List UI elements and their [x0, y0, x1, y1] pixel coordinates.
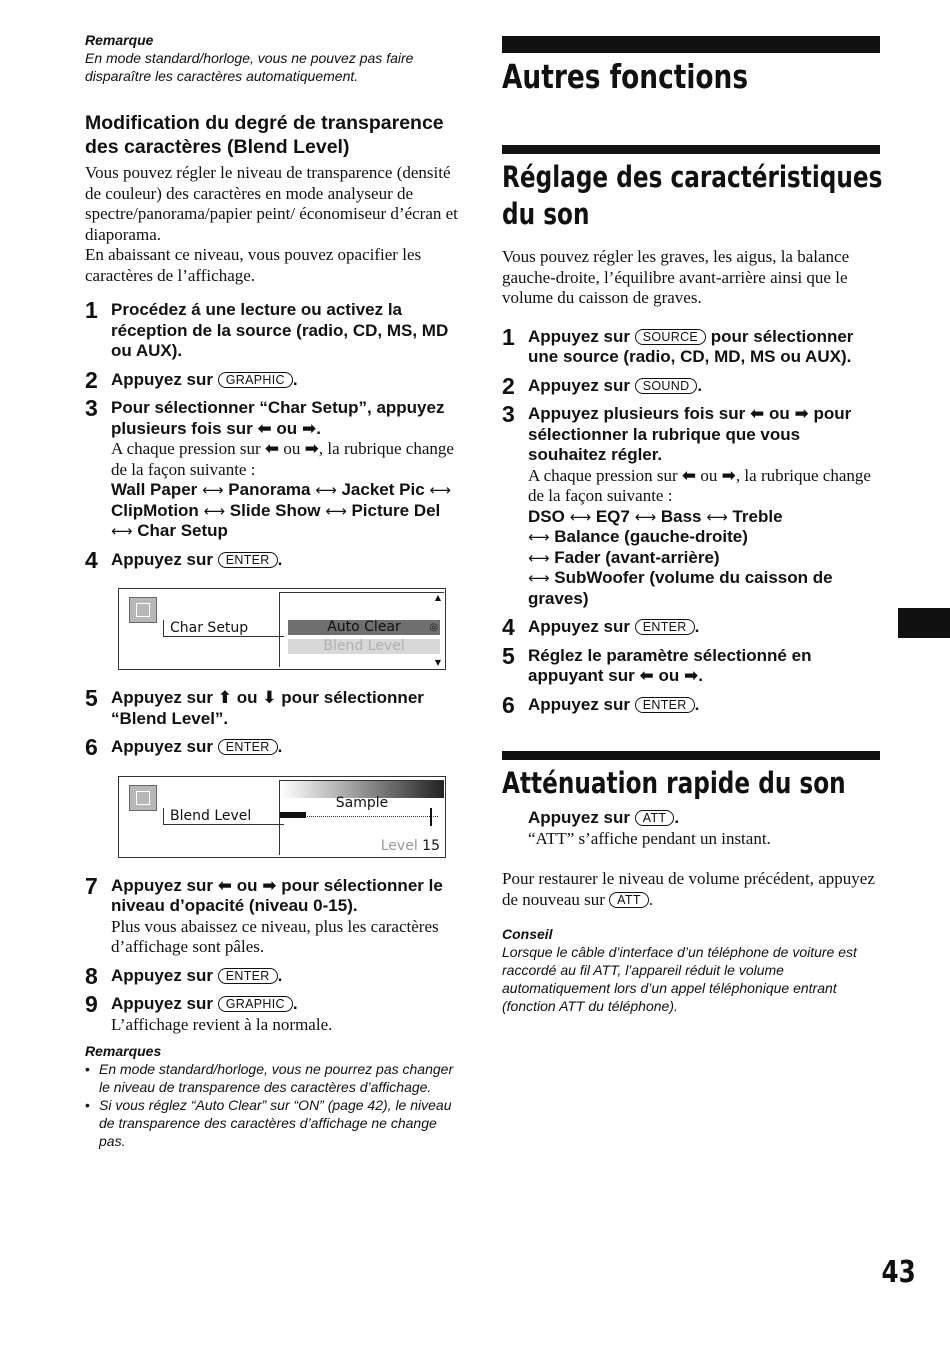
- double-arrow-icon: ⟷: [706, 507, 728, 526]
- seq-item: Wall Paper: [111, 480, 198, 499]
- step-3: [85, 395, 465, 542]
- double-arrow-icon: ⟷: [429, 481, 451, 499]
- step-label: Appuyez plusieurs fois sur: [528, 404, 746, 423]
- seq-item: SubWoofer (volume du caisson de graves): [528, 568, 833, 608]
- step-label-b: pour sélectionner la rubrique que vous souhaitez régler.: [528, 404, 852, 464]
- double-arrow-icon: ⟷: [203, 501, 226, 520]
- level-slider-track: [284, 816, 438, 817]
- step-5: [85, 685, 465, 729]
- subtext-c: , la rubrique change de la façon suivante :: [528, 465, 871, 505]
- intro-text-1: Vous pouvez régler le niveau de transparence (densité de couleur) des caractères en mode analyseur de spectre/panorama/papier peint/ économiseur d’écran et diaporama.: [85, 163, 458, 244]
- chapter-title: Autres fonctions: [502, 57, 749, 96]
- arrow-right-icon: ➡: [262, 875, 277, 896]
- step-number: 4: [85, 546, 98, 573]
- step-or: ou: [658, 666, 680, 685]
- step-or: ou: [276, 418, 298, 438]
- tip-title: Conseil: [502, 926, 553, 942]
- arrow-left-icon: ⬅: [257, 418, 272, 439]
- tip: [502, 926, 880, 1015]
- att-button: ATT: [609, 892, 649, 908]
- step-1: [85, 297, 465, 362]
- double-arrow-icon: ⟷: [528, 548, 550, 567]
- step-3: [502, 401, 880, 609]
- note-item: • En mode standard/horloge, vous ne pourrez pas changer le niveau de transparence des caractères d’affichage.: [85, 1060, 465, 1096]
- seq-item: Char Setup: [137, 521, 228, 540]
- section-title: [502, 159, 883, 233]
- step-text: Appuyez sur ENTER .: [111, 549, 283, 569]
- step-text: Appuyez sur ENTER .: [111, 737, 283, 756]
- seq-item: Panorama: [228, 480, 311, 499]
- seq-item: Fader (avant-arrière): [554, 547, 720, 567]
- subtext-a: A chaque pression sur: [111, 439, 261, 458]
- step-number: 6: [85, 734, 98, 760]
- graphic-button: GRAPHIC: [218, 372, 293, 388]
- level-readout: [381, 838, 440, 854]
- seq-item: Jacket Pic: [341, 480, 425, 499]
- step-label: Appuyez sur: [111, 688, 214, 707]
- step-number: 1: [502, 323, 515, 350]
- item-sequence: [528, 507, 880, 610]
- level-label: Level: [380, 837, 418, 854]
- arrow-right-icon: ➡: [304, 439, 319, 459]
- seq-item: Picture Del: [351, 500, 441, 520]
- step-or: ou: [236, 688, 258, 707]
- arrow-right-icon: ➡: [301, 418, 317, 439]
- sound-button: SOUND: [635, 378, 698, 394]
- display-screen-char-setup: [118, 588, 446, 670]
- step-text: Pour sélectionner “Char Setup”, appuyez plusieurs fois sur ⬅ ou ➡.: [111, 398, 445, 439]
- section-title-line: Réglage des caractéristiques: [502, 160, 883, 194]
- step-subtext: [111, 439, 465, 480]
- enter-button: ENTER: [635, 619, 695, 635]
- step-4: [85, 546, 465, 573]
- right-column: [502, 36, 883, 1015]
- step-7: [85, 872, 465, 958]
- step-number: 3: [502, 401, 515, 427]
- intro-paragraph: [85, 163, 465, 286]
- step-6: [502, 691, 880, 718]
- att-step: [502, 808, 880, 849]
- arrow-left-icon: ⬅: [264, 439, 280, 459]
- step-label: Appuyez sur: [111, 994, 214, 1013]
- enter-button: ENTER: [218, 739, 278, 755]
- section-title-line: du son: [502, 197, 590, 231]
- step-subtext: [528, 466, 880, 507]
- step-text: Appuyez sur SOUND .: [528, 375, 703, 395]
- lcd-option: Blend Level: [288, 639, 440, 654]
- enter-button: ENTER: [218, 968, 278, 984]
- lcd-menu-label: Blend Level: [163, 808, 284, 825]
- arrow-right-icon: ➡: [794, 404, 809, 424]
- step-number: 9: [85, 991, 98, 1017]
- step-text: Appuyez sur GRAPHIC .: [111, 369, 298, 389]
- step-label-b: pour sélectionner une source (radio, CD, MD, MS ou AUX).: [528, 326, 854, 366]
- intro-paragraph: Vous pouvez régler les graves, les aigus, la balance gauche-droite, l’équilibre avant-arrière ainsi que le volume du caisson de graves.: [502, 247, 850, 307]
- tip-text: Lorsque le câble d’interface d’un téléphone de voiture est raccordé au fil ATT, l’appareil réduit le volume automatiquement lors d’un appel téléphonique entrant (fonction ATT du téléphone).: [502, 944, 857, 1014]
- double-arrow-icon: ⟷: [569, 507, 592, 526]
- restore-text: Pour restaurer le niveau de volume précédent, appuyez de nouveau sur: [502, 869, 875, 909]
- step-number: 2: [85, 366, 98, 393]
- step-label: Appuyez sur: [528, 326, 631, 346]
- section-tab-marker: [898, 608, 950, 638]
- double-arrow-icon: ⟷: [202, 481, 224, 499]
- seq-item: Bass: [660, 506, 702, 526]
- seq-item: Treble: [732, 506, 783, 526]
- sample-label: Sample: [335, 794, 389, 811]
- step-text: [528, 404, 880, 466]
- step-number: 6: [502, 691, 515, 718]
- enter-button: ENTER: [635, 697, 695, 713]
- step-label: Appuyez sur: [111, 549, 214, 569]
- note-title: Remarque: [85, 32, 154, 48]
- arrow-down-icon: ⬇: [262, 688, 277, 708]
- step-text: Procédez á une lecture ou activez la réception de la source (radio, CD, MS, MD ou AUX).: [111, 300, 449, 360]
- step-text: [528, 327, 880, 368]
- arrow-left-icon: ⬅: [639, 666, 654, 686]
- subtext-b: ou: [700, 465, 718, 485]
- subtext-b: ou: [283, 439, 301, 458]
- step-9: [85, 991, 465, 1035]
- lcd-option-panel: [279, 592, 444, 667]
- notes: [85, 1043, 465, 1150]
- notes-title: Remarques: [85, 1043, 162, 1059]
- scroll-up-icon: ▲: [434, 593, 441, 602]
- scroll-down-icon: ▼: [434, 658, 441, 667]
- enter-button: ENTER: [218, 552, 278, 568]
- seq-item: EQ7: [595, 506, 630, 526]
- arrow-right-icon: ➡: [721, 465, 736, 486]
- level-value: 15: [422, 837, 440, 854]
- section-title: Atténuation rapide du son: [502, 766, 846, 800]
- step-text: [111, 876, 465, 917]
- level-slider-thumb: [430, 808, 432, 826]
- double-arrow-icon: ⟷: [528, 569, 550, 587]
- step-label: Appuyez sur: [111, 965, 214, 985]
- step-label-b: pour sélectionner le niveau d’opacité (niveau 0-15).: [111, 875, 443, 915]
- step-4: [502, 614, 880, 640]
- step-text: Appuyez sur ENTER .: [528, 617, 700, 636]
- indicator-icon: ◎: [429, 622, 438, 633]
- step-label: Pour sélectionner “Char Setup”, appuyez plusieurs fois sur: [111, 398, 445, 438]
- step-label: Appuyez sur: [111, 737, 214, 756]
- note-text: En mode standard/horloge, vous ne pouvez pas faire disparaître les caractères automatiquement.: [85, 50, 414, 84]
- step-number: 3: [85, 395, 98, 421]
- item-sequence: [111, 480, 465, 542]
- restore-paragraph: Pour restaurer le niveau de volume précédent, appuyez de nouveau sur ATT .: [502, 869, 875, 909]
- step-5: [502, 642, 880, 687]
- step-text: Appuyez sur GRAPHIC .: [111, 994, 298, 1013]
- step-or: ou: [236, 875, 258, 895]
- double-arrow-icon: ⟷: [634, 507, 657, 526]
- step-text: Réglez le paramètre sélectionné en appuyant sur ⬅ ou ➡.: [528, 645, 812, 686]
- step-subtext: L’affichage revient à la normale.: [111, 1014, 333, 1034]
- step-6: [85, 734, 465, 760]
- att-instruction: [528, 808, 880, 849]
- step-8: [85, 962, 465, 989]
- lcd-level-panel: [279, 780, 444, 855]
- step-or: ou: [768, 404, 790, 423]
- note-item: • Si vous réglez “Auto Clear” sur “ON” (page 42), le niveau de transparence des caractères d’affichage ne change pas.: [85, 1096, 465, 1150]
- lcd-menu-label: Char Setup: [163, 620, 284, 637]
- step-1: [502, 323, 880, 368]
- step-text: Appuyez sur ENTER .: [528, 694, 700, 714]
- step-label: Réglez le paramètre sélectionné en appuyant sur: [528, 645, 812, 685]
- double-arrow-icon: ⟷: [528, 528, 550, 546]
- step-label: Appuyez sur: [111, 875, 214, 895]
- arrow-left-icon: ⬅: [750, 404, 765, 424]
- step-label-b: pour sélectionner “Blend Level”.: [111, 688, 424, 728]
- step-label: Appuyez sur: [111, 369, 214, 389]
- double-arrow-icon: ⟷: [315, 481, 337, 499]
- seq-item: Balance (gauche-droite): [554, 527, 748, 546]
- heading-bar: [502, 145, 880, 154]
- intro-text-2: En abaissant ce niveau, vous pouvez opacifier les caractères de l’affichage.: [85, 245, 422, 285]
- lcd-option-selected: [288, 620, 440, 635]
- step-text: Appuyez sur ATT .: [528, 808, 680, 827]
- step-label: Appuyez sur: [528, 808, 631, 827]
- step-number: 1: [85, 297, 98, 323]
- arrow-left-icon: ⬅: [217, 875, 233, 896]
- step-number: 7: [85, 872, 98, 899]
- step-2: [502, 372, 880, 399]
- step-number: 2: [502, 372, 515, 399]
- arrow-right-icon: ➡: [683, 666, 699, 686]
- step-number: 8: [85, 962, 98, 989]
- display-screen-blend-level: [118, 776, 446, 858]
- step-number: 4: [502, 614, 515, 640]
- arrow-left-icon: ⬅: [681, 465, 697, 486]
- subtext-c: , la rubrique change de la façon suivante :: [111, 439, 454, 479]
- double-arrow-icon: ⟷: [325, 501, 347, 520]
- step-text: [111, 688, 465, 729]
- level-slider-fill: [280, 812, 306, 818]
- step-text: Appuyez sur ENTER .: [111, 965, 283, 985]
- graphic-mode-icon: [129, 597, 157, 623]
- step-label: Appuyez sur: [528, 375, 631, 395]
- seq-item: ClipMotion: [111, 500, 199, 520]
- step-subtext: “ATT” s’affiche pendant un instant.: [528, 828, 771, 848]
- arrow-up-icon: ⬆: [217, 688, 233, 708]
- double-arrow-icon: ⟷: [111, 522, 133, 540]
- graphic-mode-icon: [129, 785, 157, 811]
- step-2: [85, 366, 465, 393]
- source-button: SOURCE: [635, 329, 706, 345]
- heading-bar: [502, 36, 880, 53]
- seq-item: Slide Show: [229, 500, 321, 520]
- step-label: Appuyez sur: [528, 617, 631, 636]
- heading-bar: [502, 751, 880, 760]
- option-auto-clear: Auto Clear: [327, 619, 401, 635]
- step-number: 5: [85, 685, 98, 711]
- graphic-button: GRAPHIC: [218, 996, 293, 1012]
- left-column: [85, 32, 465, 1150]
- seq-item: DSO: [528, 506, 565, 526]
- step-label: Appuyez sur: [528, 694, 631, 714]
- page-number: 43: [881, 1255, 916, 1290]
- step-subtext: Plus vous abaissez ce niveau, plus les caractères d’affichage sont pâles.: [111, 916, 439, 956]
- att-button: ATT: [635, 810, 675, 826]
- section-title: Modification du degré de transparence des caractères (Blend Level): [85, 112, 444, 158]
- step-number: 5: [502, 642, 515, 669]
- subtext-a: A chaque pression sur: [528, 465, 678, 485]
